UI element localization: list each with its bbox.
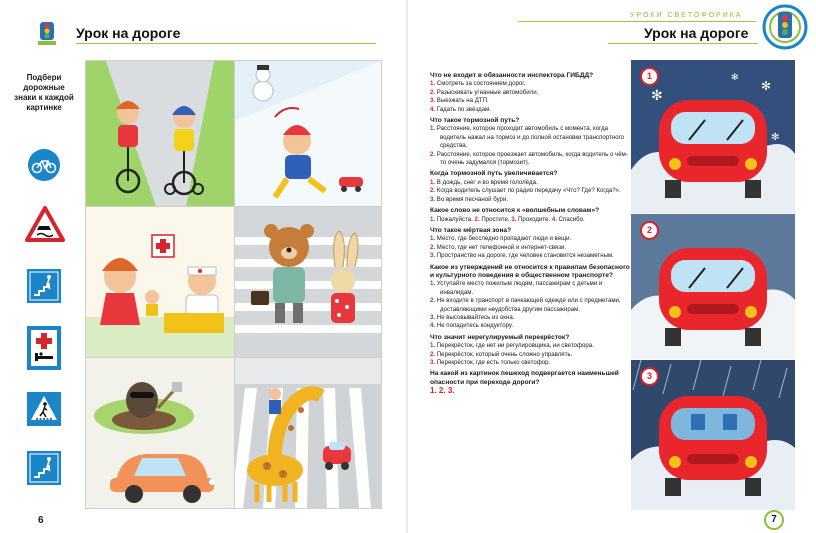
answer-option[interactable]: 1. Пожалуйста. bbox=[430, 215, 473, 223]
answer-option[interactable]: 2. Расстояние, которое проезжает автомобиль, когда водитель о чём-то очень задумался (тормозит). bbox=[430, 150, 628, 167]
illustration-giraffe-and-dog-crossing bbox=[234, 357, 382, 509]
illustration-doctor-and-girl bbox=[85, 206, 235, 358]
answer-option[interactable]: 3. bbox=[447, 386, 455, 396]
question-block bbox=[430, 227, 630, 261]
left-page-number: 6 bbox=[38, 515, 44, 526]
answer-option[interactable]: 3. Пространство на дороге, где человек становится незаметным. bbox=[430, 252, 614, 260]
question-title: Когда тормозной путь увеличивается? bbox=[430, 170, 558, 178]
question-block bbox=[430, 334, 630, 368]
answer-option[interactable]: 1. В дождь, снег и во время гололёда. bbox=[430, 178, 538, 186]
answer-option[interactable]: 1. Уступайте место пожилым людям, пассажирам с детьми и инвалидам. bbox=[430, 280, 603, 296]
quiz bbox=[430, 69, 630, 396]
answer-option[interactable]: 4. Спасибо. bbox=[551, 215, 585, 223]
illustration-kids-on-bicycles bbox=[85, 60, 235, 207]
answer-option[interactable]: 4. Не попадитесь кондуктору. bbox=[430, 322, 514, 330]
car-picture-number: 3 bbox=[640, 367, 659, 386]
bicycle-path-sign-icon[interactable] bbox=[27, 148, 61, 182]
svg-text:✻: ✻ bbox=[771, 132, 780, 143]
question-title: Что такое тормозной путь? bbox=[430, 117, 520, 125]
question-block bbox=[430, 72, 630, 114]
answer-option[interactable]: 3. Не высовывайтесь из окна. bbox=[430, 313, 515, 321]
answer-option[interactable]: 3. Проходите. bbox=[511, 215, 551, 223]
right-page-title: Урок на дороге bbox=[644, 25, 749, 41]
answer-option[interactable]: 1. Перекрёсток, где нет ни регулировщика, ни светофора. bbox=[430, 342, 594, 350]
question-block bbox=[430, 370, 630, 395]
question-title: Что значит нерегулируемый перекрёсток? bbox=[430, 333, 570, 341]
question-block bbox=[430, 117, 630, 167]
question-block bbox=[430, 207, 630, 224]
car-picture-road[interactable] bbox=[631, 214, 795, 359]
hospital-sign-icon[interactable] bbox=[27, 326, 61, 370]
question-block bbox=[430, 170, 630, 204]
answer-option[interactable]: 2. Простите. bbox=[474, 215, 510, 223]
series-title: УРОКИ СВЕТОФОРИКА bbox=[630, 12, 743, 19]
traffic-light-logo-icon bbox=[762, 4, 808, 50]
car-picture-number: 2 bbox=[640, 221, 659, 240]
answer-option[interactable]: 1. Место, где бесследно пропадают люди и вещи. bbox=[430, 235, 572, 243]
answer-option[interactable]: 3. Перекрёсток, где есть только светофор. bbox=[430, 359, 551, 366]
answer-option[interactable]: 4. Гадать по звёздам. bbox=[430, 105, 491, 113]
answer-option[interactable]: 2. bbox=[438, 386, 446, 396]
answer-option[interactable]: 2. Перекрёсток, который очень сложно управлять. bbox=[430, 350, 573, 358]
answer-option[interactable]: 2. Не входите в транспорт в пачкающей одежде или с предметами, доставляющими неудобства другим пассажирам. bbox=[430, 297, 621, 313]
answer-option[interactable]: 3. Во время песчаной бури. bbox=[430, 195, 509, 203]
right-header-divider-top bbox=[518, 21, 756, 22]
answer-option[interactable]: 3. Выезжать на ДТП. bbox=[430, 97, 489, 105]
answer-option[interactable]: 1. bbox=[430, 386, 437, 396]
slippery-road-sign-icon[interactable] bbox=[25, 206, 65, 242]
answer-options-inline bbox=[430, 216, 630, 224]
answer-option[interactable]: 1. Смотреть за состоянием дорог. bbox=[430, 80, 526, 88]
sign-matching-instruction: Подбери дорожные знаки к каждой картинке bbox=[14, 73, 74, 112]
question-title: Что такое мёртвая зона? bbox=[430, 226, 512, 234]
illustration-boy-slipping-on-ice bbox=[234, 60, 382, 207]
right-page-number: 7 bbox=[771, 514, 777, 525]
pedestrian-underpass-sign-icon[interactable] bbox=[27, 269, 61, 303]
right-header-divider bbox=[608, 43, 758, 44]
answer-options-inline bbox=[430, 387, 630, 395]
svg-text:✻: ✻ bbox=[651, 87, 663, 103]
car-picture-snow[interactable] bbox=[631, 60, 795, 213]
answer-option[interactable]: 2. Когда водитель слушает по радио передачу «Что? Где? Когда?». bbox=[430, 187, 621, 195]
question-title: Какое слово не относится к «волшебным словам»? bbox=[430, 207, 600, 215]
answer-option[interactable]: 1. Расстояние, которое проходит автомобиль с момента, когда водитель нажал на тормоз и до полной остановки транспортного средства. bbox=[430, 125, 625, 150]
answer-option[interactable]: 2. Разыскивать угнанные автомобили. bbox=[430, 88, 539, 96]
question-title: Какое из утверждений не относится к правилам безопасного и культурного поведения в общественном транспорте? bbox=[430, 263, 630, 279]
pedestrian-underpass-sign-2-icon[interactable] bbox=[27, 451, 61, 485]
svg-text:✻: ✻ bbox=[761, 79, 772, 93]
left-header-divider bbox=[76, 43, 376, 44]
answer-option[interactable]: 2. Место, где нет телефонной и интернет-связи. bbox=[430, 243, 567, 251]
pedestrian-crossing-sign-icon[interactable] bbox=[27, 392, 61, 426]
illustration-mole-and-car bbox=[85, 357, 235, 509]
illustration-bear-and-rabbit-crossing bbox=[234, 206, 382, 358]
car-picture-number: 1 bbox=[640, 67, 659, 86]
question-block bbox=[430, 264, 630, 331]
svg-text:✻: ✻ bbox=[731, 72, 739, 82]
question-title: Что не входит в обязанности инспектора ГИБДД? bbox=[430, 72, 594, 79]
right-page-number-badge bbox=[764, 510, 784, 530]
car-picture-rain[interactable] bbox=[631, 360, 795, 510]
left-page-title: Урок на дороге bbox=[76, 25, 181, 41]
question-title: На какой из картинок пешеход подвергается наименьшей опасности при переходе дороги? bbox=[430, 370, 619, 386]
traffic-light-mascot-icon bbox=[36, 20, 58, 46]
